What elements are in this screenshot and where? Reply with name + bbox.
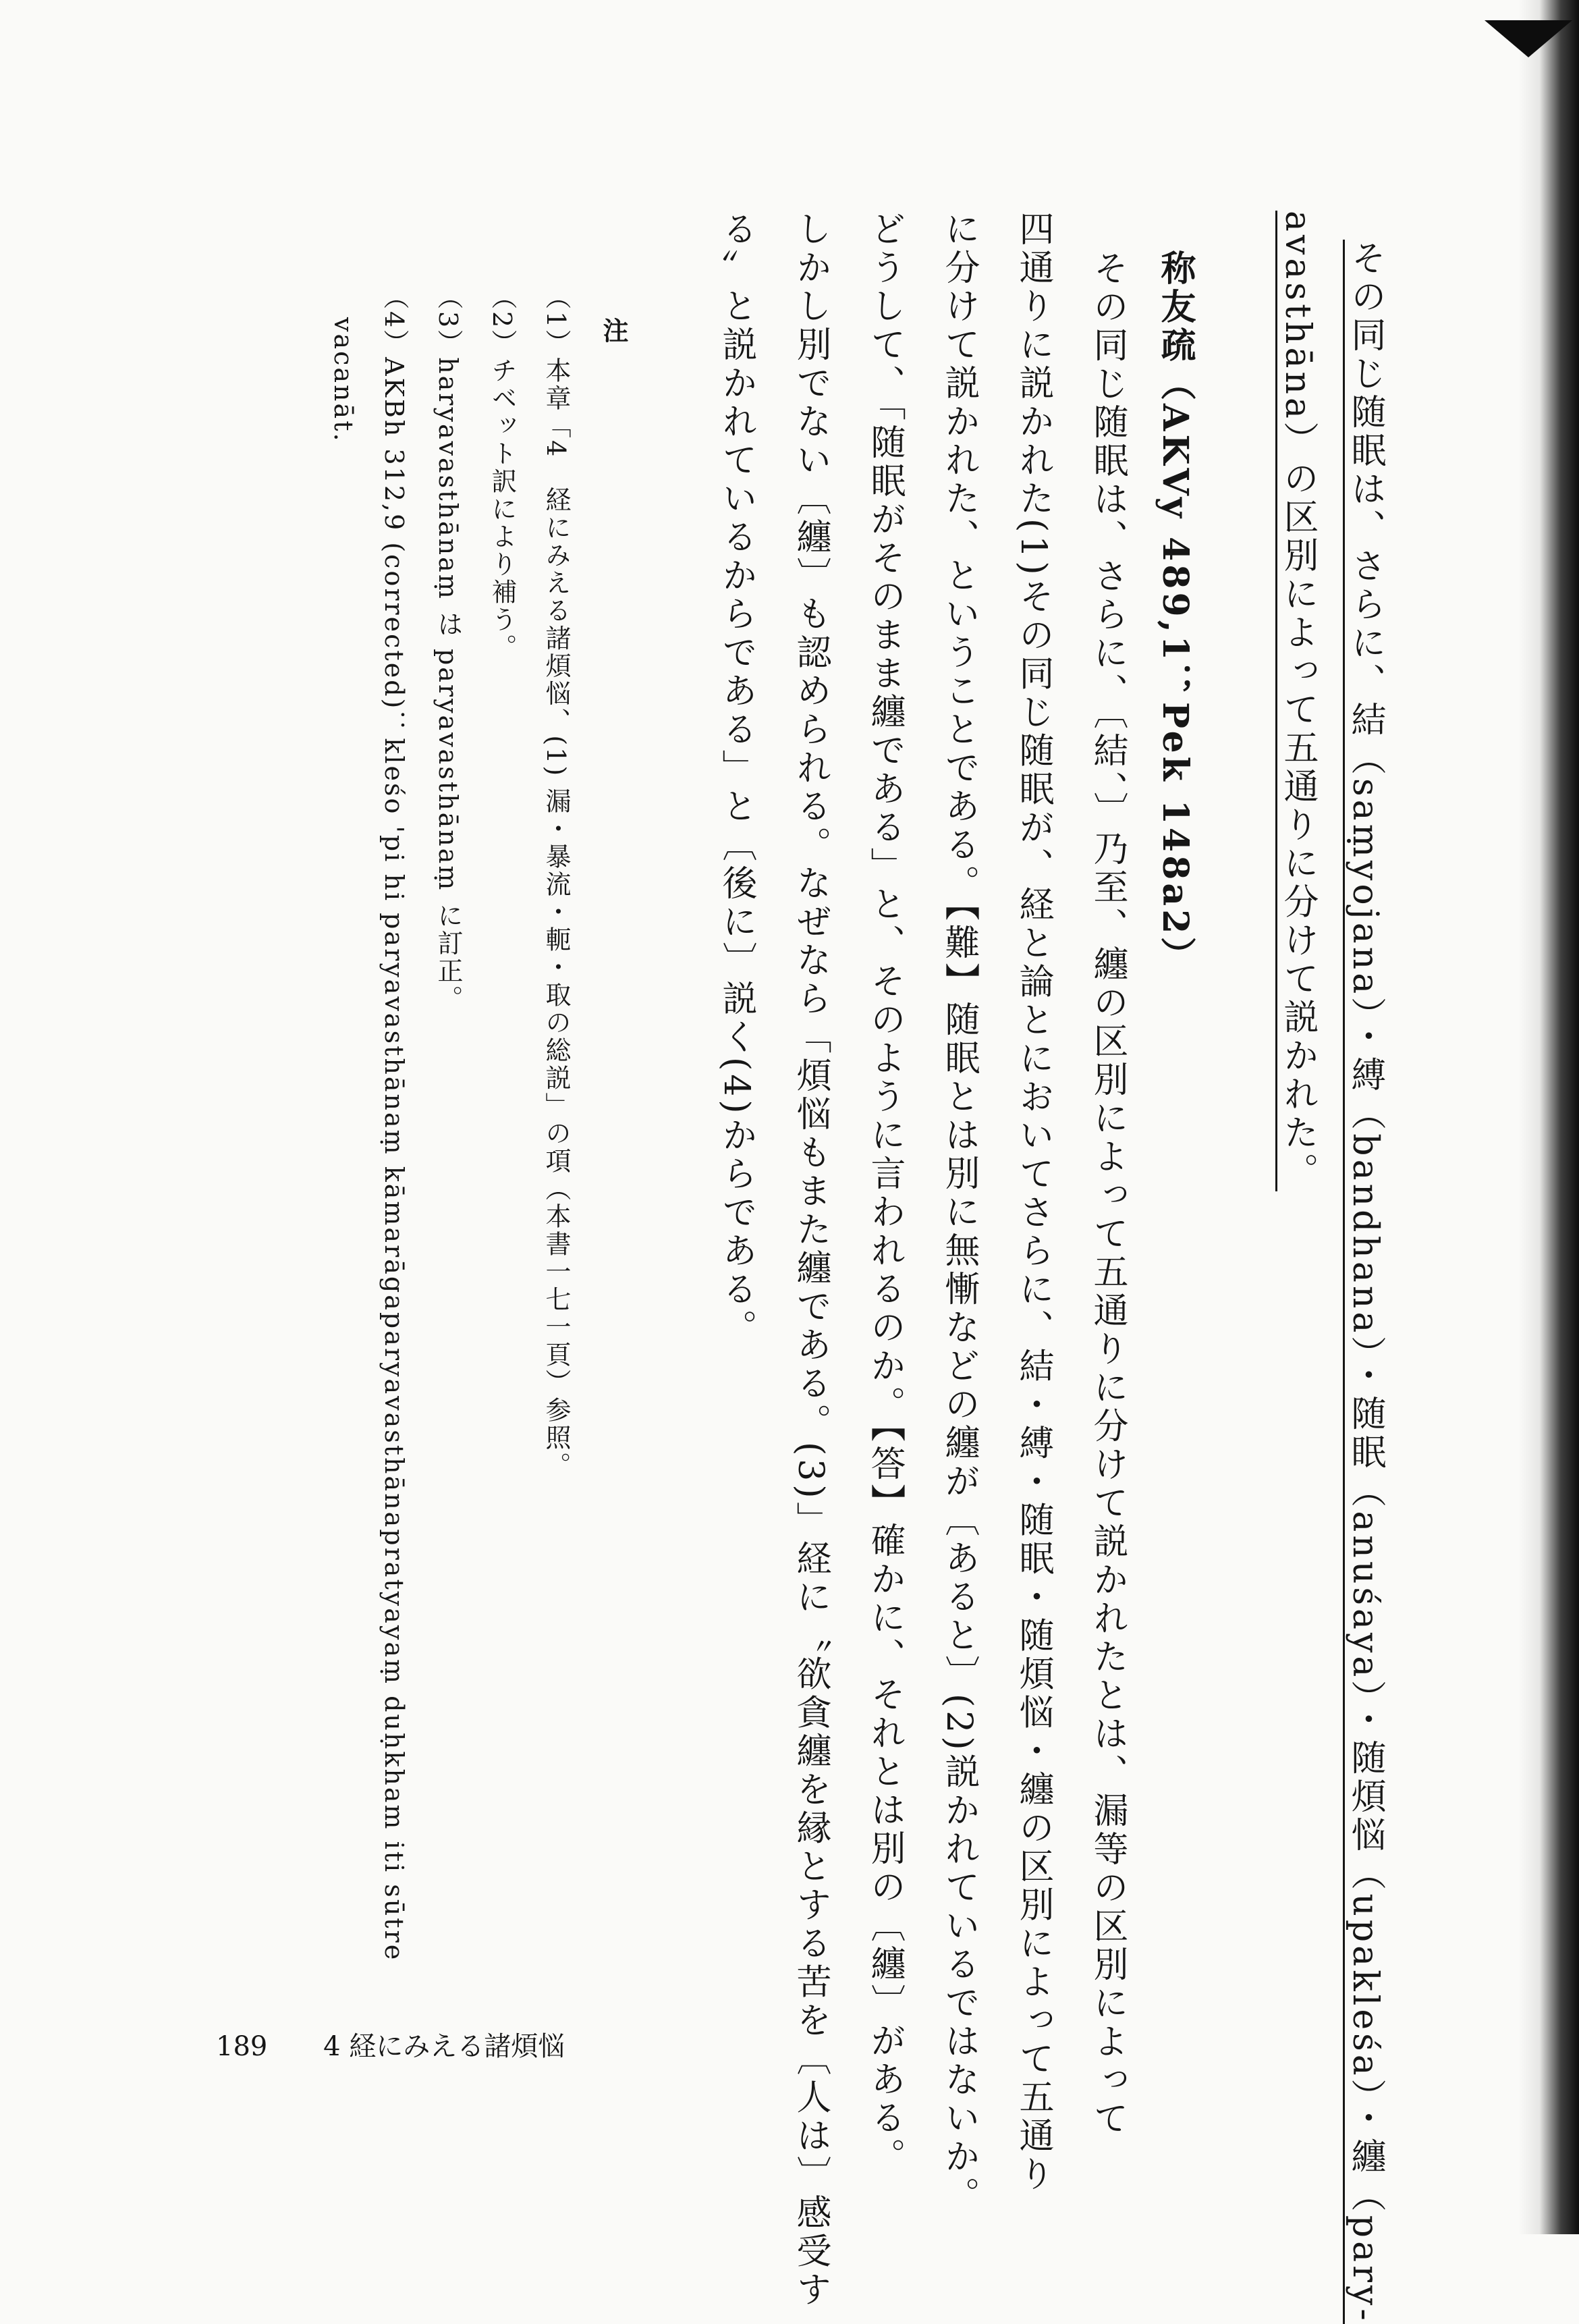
scan-edge-notch <box>1485 20 1572 57</box>
commentary-heading: 称友疏（AKVy 489,1；Pek 148a2） <box>1155 250 1196 976</box>
commentary-line-3: に分けて説かれた、ということである。【難】随眠とは別に無慚などの纏が〔あると〕(2)説かれているではないか。 <box>939 211 979 2215</box>
note-2: （2）チベット訳により補う。 <box>487 283 517 662</box>
commentary-line-4: どうして、「随眠がそのまま纏である」と、そのように言われるのか。【答】確かに、それとは別の〔纏〕がある。 <box>864 211 905 2176</box>
page-footer <box>216 2025 612 2063</box>
scan-edge-shadow <box>1518 0 1579 2234</box>
running-section-title: 4 経にみえる諸煩悩 <box>323 2031 565 2062</box>
note-4: （4）AKBh 312,9 (corrected)：kleśo 'pi hi paryavasthānaṃ kāmarāgaparyavasthānapratyayaṃ duḥkham iti sūtre <box>379 283 409 1962</box>
page-number: 189 <box>216 2031 268 2062</box>
intro-line-1: その同じ随眠は、さらに、結（saṃyojana）・縛（bandhana）・随眠（anuśaya）・随煩悩（upakleśa）・纏（pary- <box>1343 240 1383 2324</box>
note-4-continued: vacanāt. <box>329 317 358 443</box>
commentary-line-5: しかし別でない〔纏〕も認められる。なぜなら「煩悩もまた纏である。(3)」経に〝欲貪纏を縁とする苦を〔人は〕感受す <box>790 211 831 2310</box>
commentary-line-6: る〟と説かれているからである」と〔後に〕説く(4)からである。 <box>716 211 756 1348</box>
note-3: （3）haryavasthānaṃ は paryavasthānaṃ に訂正。 <box>433 283 463 1013</box>
intro-line-2: avasthāna）の区別によって五通りに分けて説かれた。 <box>1275 211 1315 1191</box>
commentary-line-2: 四通りに説かれた(1)その同じ随眠が、経と論とにおいてさらに、結・縛・随眠・随煩悩・纏の区別によって五通り <box>1013 211 1053 2194</box>
commentary-line-1: その同じ随眠は、さらに、〔結、〕乃至、纏の区別によって五通りに分けて説かれたとは、漏等の区別によって <box>1087 250 1128 2138</box>
notes-heading: 注 <box>599 317 629 345</box>
note-1: （1）本章「4 経にみえる諸煩悩、(1) 漏・暴流・軛・取の総説」の項（本書一七一頁）参照。 <box>541 283 571 1480</box>
